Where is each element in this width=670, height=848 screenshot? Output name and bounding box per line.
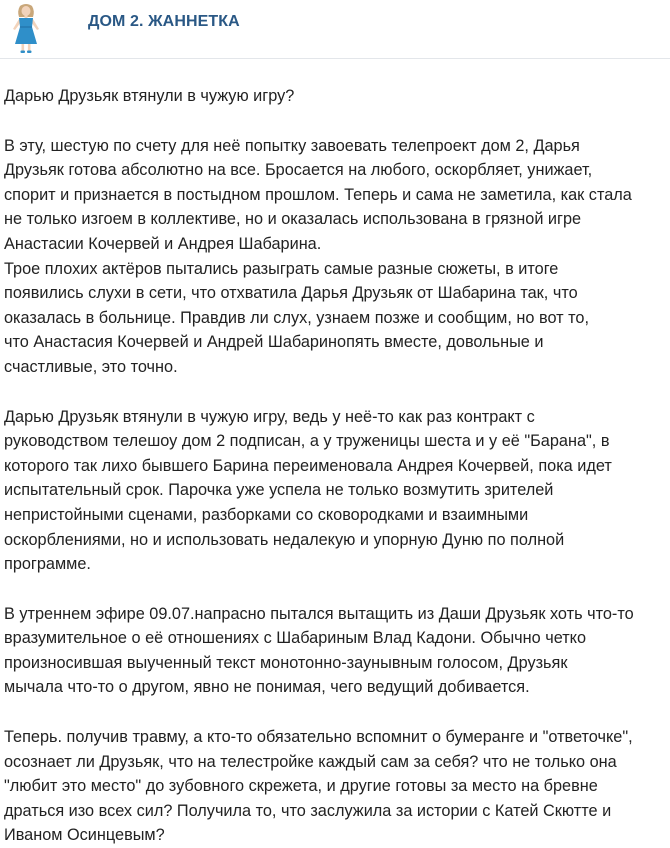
post-header (0, 0, 670, 59)
post-title: Дарью Друзьяк втянули в чужую игру? (4, 87, 295, 105)
paragraph-1: В эту, шестую по счету для неё попытку завоевать телепроект дом 2, Дарья Друзьяк готова абсолютно на все. Бросается на любого, оскорбляет, унижает, спорит и признается в постыдном прошлом. Теперь и сама не заметила, как стала не только изгоем в коллективе, но и оказалась использована в грязной игре Анастасии Кочервей и Андрея Шабарина. Трое плохих актёров пытались разыграть самые разные сюжеты, в итоге появились слухи в сети, что отхватила Дарья Друзьяк от Шабарина так, что оказалась в больнице. Правдив ли слух, узнаем позже и сообщим, но вот то, что Анастасия Кочервей и Андрей Шабаринопять вместе, довольные и счастливые, это точно. (4, 136, 632, 376)
paragraph-2: Дарью Друзьяк втянули в чужую игру, ведь у неё-то как раз контракт с руководством телешоу дом 2 подписан, а у труженицы шеста и у её "Барана", в которого так лихо бывшего Барина переименовала Андрея Кочервей, пока идет испытательный срок. Парочка уже успела не только возмутить зрителей непристойными сценами, разборками со сковородками и взаимными оскорблениями, но и использовать недалекую и упорную Дуню по полной программе. (4, 407, 612, 574)
paragraph-3: В утреннем эфире 09.07.напрасно пытался вытащить из Даши Друзьяк хоть что-то вразумительное о её отношениях с Шабариным Влад Кадони. Обычно четко произносившая выученный текст монотонно-заунывным голосом, Друзьяк мычала что-то о другом, явно не понимая, чего ведущий добивается. (4, 604, 634, 697)
post-body (4, 84, 666, 848)
paragraph-spacer (4, 380, 666, 405)
paragraph-spacer (4, 577, 666, 602)
paragraph-4: Теперь. получив травму, а кто-то обязательно вспомнит о бумеранге и "ответочке", осознает ли Друзьяк, что на телестройке каждый сам за себя? что не только она "любит это место" до зубовного скрежета, и другие готовы за место на бревне драться изо всех сил? Получила то, что заслужила за истории с Катей Скютте и Иваном Осинцевым? (4, 728, 633, 845)
paragraph-spacer (4, 700, 666, 725)
girl-avatar-icon[interactable] (8, 2, 44, 54)
paragraph-spacer (4, 109, 666, 134)
author-name-link[interactable]: ДОМ 2. ЖАННЕТКА (88, 13, 240, 30)
